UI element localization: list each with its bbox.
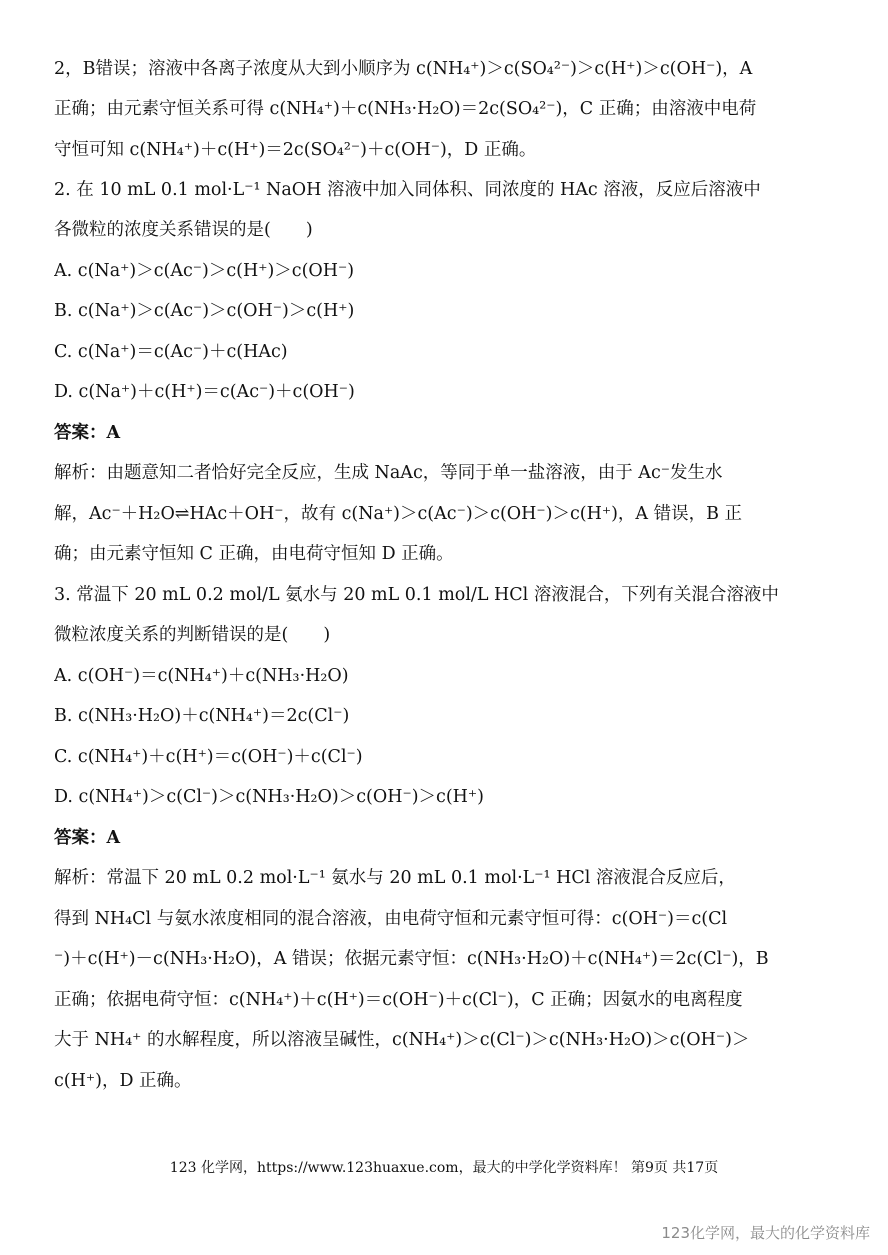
page-footer: 123 化学网，https://www.123huaxue.com，最大的中学化学资料库！ 第9页 共17页 (169, 1160, 719, 1176)
text-line: 守恒可知 c(NH₄⁺)＋c(H⁺)＝2c(SO₄²⁻)＋c(OH⁻)，D 正确。 (54, 140, 537, 160)
option-a: A. c(OH⁻)＝c(NH₄⁺)＋c(NH₃·H₂O) (54, 666, 349, 686)
question-2-stem: 2. 在 10 mL 0.1 mol·L⁻¹ NaOH 溶液中加入同体积、同浓度的 HAc 溶液，反应后溶液中 (54, 180, 761, 200)
explanation-line: 得到 NH₄Cl 与氨水浓度相同的混合溶液，由电荷守恒和元素守恒可得：c(OH⁻)＝c(Cl (54, 909, 728, 929)
answer-label: 答案：A (54, 423, 121, 443)
watermark-text: 123化学网，最大的化学资料库 (661, 1224, 870, 1242)
explanation-line: 正确；依据电荷守恒：c(NH₄⁺)＋c(H⁺)＝c(OH⁻)＋c(Cl⁻)，C 正确；因氨水的电离程度 (54, 990, 743, 1010)
explanation-line: 解析：由题意知二者恰好完全反应，生成 NaAc，等同于单一盐溶液，由于 Ac⁻发生水 (54, 463, 723, 483)
option-b: B. c(Na⁺)＞c(Ac⁻)＞c(OH⁻)＞c(H⁺) (54, 301, 355, 321)
answer-label: 答案：A (54, 828, 121, 848)
option-d: D. c(Na⁺)＋c(H⁺)＝c(Ac⁻)＋c(OH⁻) (54, 382, 355, 402)
explanation-line: 大于 NH₄⁺ 的水解程度，所以溶液呈碱性，c(NH₄⁺)＞c(Cl⁻)＞c(NH₃·H₂O)＞c(OH⁻)＞ (54, 1030, 750, 1050)
option-b: B. c(NH₃·H₂O)＋c(NH₄⁺)＝2c(Cl⁻) (54, 706, 350, 726)
explanation-line: 确；由元素守恒知 C 正确，由电荷守恒知 D 正确。 (54, 544, 454, 564)
option-c: C. c(NH₄⁺)＋c(H⁺)＝c(OH⁻)＋c(Cl⁻) (54, 747, 363, 767)
text-line: 正确；由元素守恒关系可得 c(NH₄⁺)＋c(NH₃·H₂O)＝2c(SO₄²⁻)，C 正确；由溶液中电荷 (54, 99, 757, 119)
explanation-line: 解，Ac⁻＋H₂O⇌HAc＋OH⁻，故有 c(Na⁺)＞c(Ac⁻)＞c(OH⁻)＞c(H⁺)，A 错误，B 正 (54, 504, 743, 524)
explanation-line: ⁻)＋c(H⁺)－c(NH₃·H₂O)，A 错误；依据元素守恒：c(NH₃·H₂O)＋c(NH₄⁺)＝2c(Cl⁻)，B (54, 949, 769, 969)
option-d: D. c(NH₄⁺)＞c(Cl⁻)＞c(NH₃·H₂O)＞c(OH⁻)＞c(H⁺) (54, 787, 484, 807)
text-line: 2，B错误；溶液中各离子浓度从大到小顺序为 c(NH₄⁺)＞c(SO₄²⁻)＞c(H⁺)＞c(OH⁻)，A (54, 59, 753, 79)
question-3-stem: 微粒浓度关系的判断错误的是( ) (54, 625, 331, 645)
explanation-line: 解析：常温下 20 mL 0.2 mol·L⁻¹ 氨水与 20 mL 0.1 mol·L⁻¹ HCl 溶液混合反应后， (54, 868, 736, 888)
option-c: C. c(Na⁺)＝c(Ac⁻)＋c(HAc) (54, 342, 288, 362)
option-a: A. c(Na⁺)＞c(Ac⁻)＞c(H⁺)＞c(OH⁻) (54, 261, 355, 281)
question-3-stem: 3. 常温下 20 mL 0.2 mol/L 氨水与 20 mL 0.1 mol/L HCl 溶液混合，下列有关混合溶液中 (54, 585, 779, 605)
explanation-line: c(H⁺)，D 正确。 (54, 1071, 192, 1091)
question-2-stem: 各微粒的浓度关系错误的是( ) (54, 220, 313, 240)
